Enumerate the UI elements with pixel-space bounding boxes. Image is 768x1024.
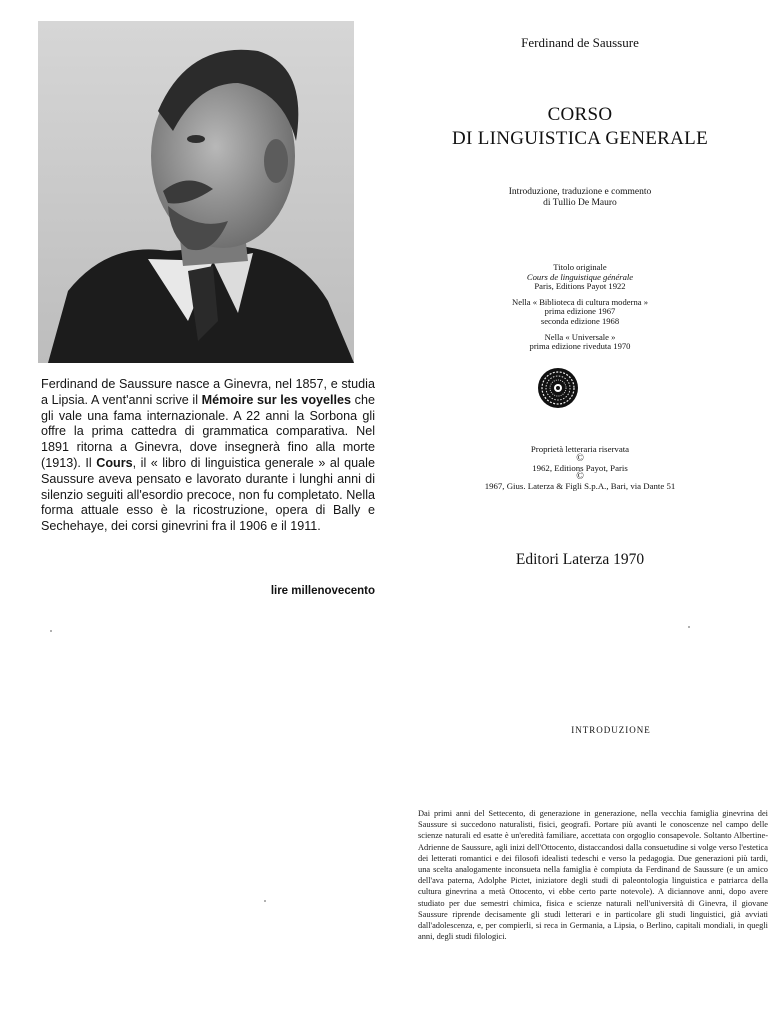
author-name: Ferdinand de Saussure: [521, 35, 639, 50]
copyright-payot: 1962, Editions Payot, Paris: [532, 462, 628, 473]
author-portrait: [38, 21, 354, 363]
collection-line-1: Nella « Biblioteca di cultura moderna »: [511, 296, 649, 307]
introduction-body: Dai primi anni del Settecento, di generazione in generazione, nella vecchia famiglia ginevrina dei Saussure si succedono naturalisti, fisici, geografi. Portare più avanti le conoscenze nel campo delle scienze naturali ed esatte è un'eredità familiare, accettata con orgoglio consapevole. Soltanto Albertine-Adrienne de Saussure, agli inizi dell'Ottocento, distaccandosi dalla consuetudine si volge verso l'estetica dei letterati romantici e dei filosofi idealisti tedeschi e verso la pedagogia. Due generazioni più tardi, una scelta analogamente inconsueta nella famiglia è compiuta da Ferdinand de Saussure (e un amico dell'ava paterna, Adolphe Pictet, iniziatore degli studi di paleontologia linguistica e patriarca della cultura ginevrina a metà Ottocento, vi ebbe certo parte notevole). A diciannove anni, dopo avere studiato per due semestri chimica, fisica e scienze naturali nell'università di Ginevra, il giovane Saussure riprende decisamente gli studi letterari e in particolare gli studi linguistici, già avviati dall'adolescenza, e, per compierli, si reca in Germania, a Lipsia, o Berlino, capitali mondiali, in quegli anni, degli studi filologici.: [418, 809, 768, 942]
universale-line-1: Nella « Universale »: [544, 331, 616, 342]
book-title-line-2: DI LINGUISTICA GENERALE: [452, 128, 708, 149]
original-title: Cours de linguistique générale: [526, 271, 634, 282]
scan-speck: [264, 900, 266, 902]
original-title-label: Titolo originale: [553, 262, 607, 272]
editor-credit-line-2: di Tullio De Mauro: [543, 198, 617, 208]
price-label: lire millenovecento: [270, 585, 375, 597]
collection-line-3: seconda edizione 1968: [540, 315, 620, 326]
edition-info: [400, 263, 760, 352]
bio-text-3: , il « libro di linguistica generale » al quale Saussure aveva pensato e lavorato durante i lunghi anni di silenzio seguiti all'esordio precoce, non fu completato. Nella forma attuale esso è la ricostruzione, opera di Bally e Sechehaye, dei corsi ginevrini fra il 1906 e il 1911.: [41, 455, 375, 534]
universale-line-2: prima edizione riveduta 1970: [529, 341, 631, 352]
editor-credit-line-1: Introduzione, traduzione e commento: [508, 187, 652, 197]
book-title: [400, 103, 760, 151]
original-publisher: Paris, Editions Payot 1922: [534, 281, 626, 292]
scan-speck: [50, 630, 52, 632]
copyright-icon: ©: [576, 452, 584, 464]
bio-text-2: che gli vale una fama internazionale. A 22 anni la Sorbona gli offre la prima cattedra di grammatica comparativa. Nel 1891 ritorna a Ginevra, dove insegnerà fino alla morte (1913). Il: [41, 392, 375, 470]
editor-credit: [400, 187, 760, 209]
portrait-image: [38, 21, 354, 363]
copyright-icon-2: ©: [576, 471, 584, 482]
bio-cours-title: Cours: [96, 455, 133, 470]
copyright-laterza: 1967, Gius. Laterza & Figli S.p.A., Bari, via Dante 51: [484, 481, 676, 491]
collection-line-2: prima edizione 1967: [544, 306, 616, 317]
bio-text-1: Ferdinand de Saussure nasce a Ginevra, nel 1857, e studia a Lipsia. A vent'anni scrive il: [41, 377, 375, 407]
scan-speck: [688, 626, 690, 628]
publisher-imprint: Editori Laterza 1970: [515, 551, 645, 568]
copyright-block: [400, 444, 760, 492]
bio-memoire-title: Mémoire sur les voyelles: [201, 392, 352, 407]
publisher-emblem-icon: [537, 367, 579, 409]
introduction-heading: INTRODUZIONE: [571, 725, 651, 735]
author-biography: [41, 377, 375, 535]
book-title-line-1: CORSO: [547, 104, 613, 125]
rights-reserved: Proprietà letteraria riservata: [530, 444, 630, 454]
